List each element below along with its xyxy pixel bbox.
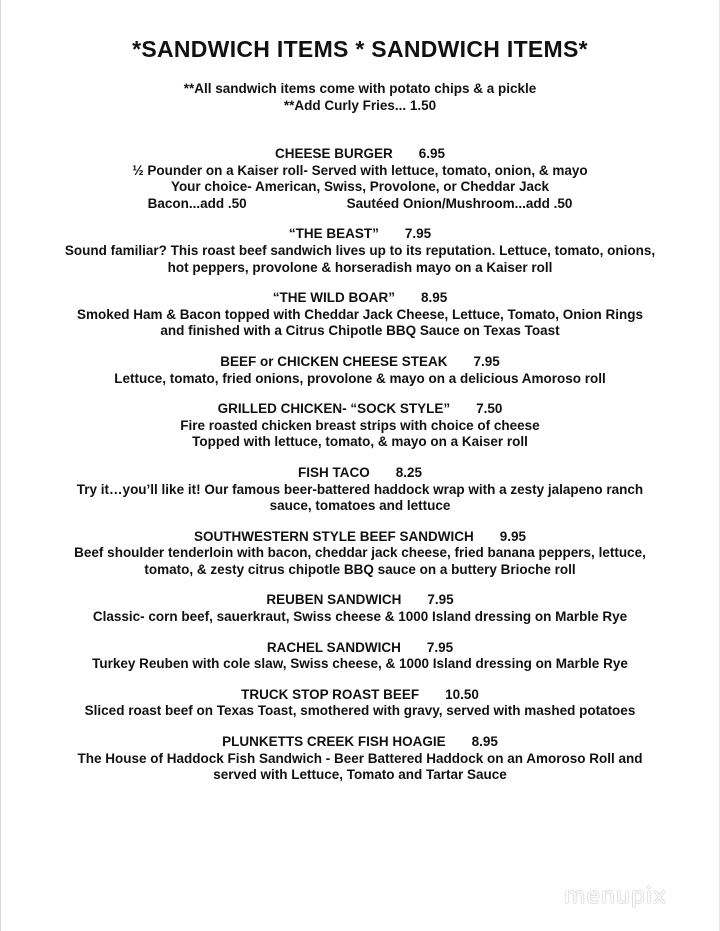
item-description: Try it…you’ll like it! Our famous beer-battered haddock wrap with a zesty jalapeno ranch [76,481,644,497]
item-name: FISH TACO [297,464,370,480]
menu-item-cheese-steak [1,354,719,387]
item-addons [1,196,719,213]
item-description: The House of Haddock Fish Sandwich - Beer Battered Haddock on an Amoroso Roll and [77,750,643,766]
menu-item-the-beast [1,226,719,276]
note-chips-pickle: **All sandwich items come with potato chips & a pickle [183,81,537,96]
item-name: SOUTHWESTERN STYLE BEEF SANDWICH [193,528,474,544]
item-description: Sliced roast beef on Texas Toast, smothered with gravy, served with mashed potatoes [84,703,636,719]
menu-title: *SANDWICH ITEMS * SANDWICH ITEMS* [132,36,588,62]
menupix-watermark: menupix [564,884,667,909]
menu-item-cheese-burger [1,146,719,212]
item-price: 7.50 [476,401,503,417]
item-description: Beef shoulder tenderloin with bacon, cheddar jack cheese, fried banana peppers, lettuce, [74,545,646,561]
item-description: tomato, & zesty citrus chipotle BBQ sauce on a buttery Brioche roll [144,561,576,577]
item-price: 7.95 [473,353,500,369]
item-price: 9.95 [499,528,527,544]
menu-items-list [1,146,719,798]
menu-notes [1,80,719,114]
item-description: Turkey Reuben with cole slaw, Swiss cheese, & 1000 Island dressing on Marble Rye [92,656,628,672]
item-name: PLUNKETTS CREEK FISH HOAGIE [222,734,446,750]
item-description: Sound familiar? This roast beef sandwich lives up to its reputation. Lettuce, tomato, onions, [64,242,656,258]
item-name: REUBEN SANDWICH [266,592,402,608]
item-price: 6.95 [418,146,446,161]
item-price: 7.95 [404,226,432,242]
menu-item-fish-taco [1,465,719,515]
item-description: Classic- corn beef, sauerkraut, Swiss cheese & 1000 Island dressing on Marble Rye [92,609,628,625]
item-name: “THE WILD BOAR” [272,290,395,306]
item-description: Your choice- American, Swiss, Provolone, or Cheddar Jack [170,179,550,195]
menu-item-the-wild-boar [1,290,719,340]
item-name: GRILLED CHICKEN- “SOCK STYLE” [217,401,451,417]
item-name: TRUCK STOP ROAST BEEF [241,686,420,702]
note-curly-fries: **Add Curly Fries... 1.50 [283,98,437,113]
item-description: Smoked Ham & Bacon topped with Cheddar Jack Cheese, Lettuce, Tomato, Onion Rings [76,306,644,322]
item-price: 8.95 [420,290,448,306]
item-description: sauce, tomatoes and lettuce [269,498,451,514]
item-name: BEEF or CHICKEN CHEESE STEAK [220,353,448,369]
item-price: 8.95 [471,734,498,750]
menu-item-plunketts-fish-hoagie [1,734,719,784]
item-description: Fire roasted chicken breast strips with choice of cheese [180,417,540,433]
item-price: 8.25 [395,464,423,480]
menu-item-truck-stop-roast-beef [1,687,719,720]
item-description: ½ Pounder on a Kaiser roll- Served with lettuce, tomato, onion, & mayo [132,162,588,178]
item-price: 7.95 [426,639,454,655]
item-description: Topped with lettuce, tomato, & mayo on a Kaiser roll [192,434,528,450]
menu-item-rachel [1,640,719,673]
item-description: served with Lettuce, Tomato and Tartar Sauce [213,767,507,783]
item-name: “THE BEAST” [288,226,379,242]
menu-item-grilled-chicken [1,401,719,451]
item-description: hot peppers, provolone & horseradish mayo on a Kaiser roll [167,259,553,275]
item-price: 7.95 [427,592,454,608]
menu-item-southwestern-beef [1,529,719,579]
addon-onion-mushroom: Sautéed Onion/Mushroom...add .50 [346,195,573,211]
menu-item-reuben [1,592,719,625]
item-description: and finished with a Citrus Chipotle BBQ Sauce on Texas Toast [160,323,560,339]
item-description: Lettuce, tomato, fried onions, provolone & mayo on a delicious Amoroso roll [114,370,606,386]
item-name: RACHEL SANDWICH [266,639,401,655]
item-name: CHEESE BURGER [274,146,393,161]
item-price: 10.50 [445,686,479,702]
addon-bacon: Bacon...add .50 [147,195,247,211]
